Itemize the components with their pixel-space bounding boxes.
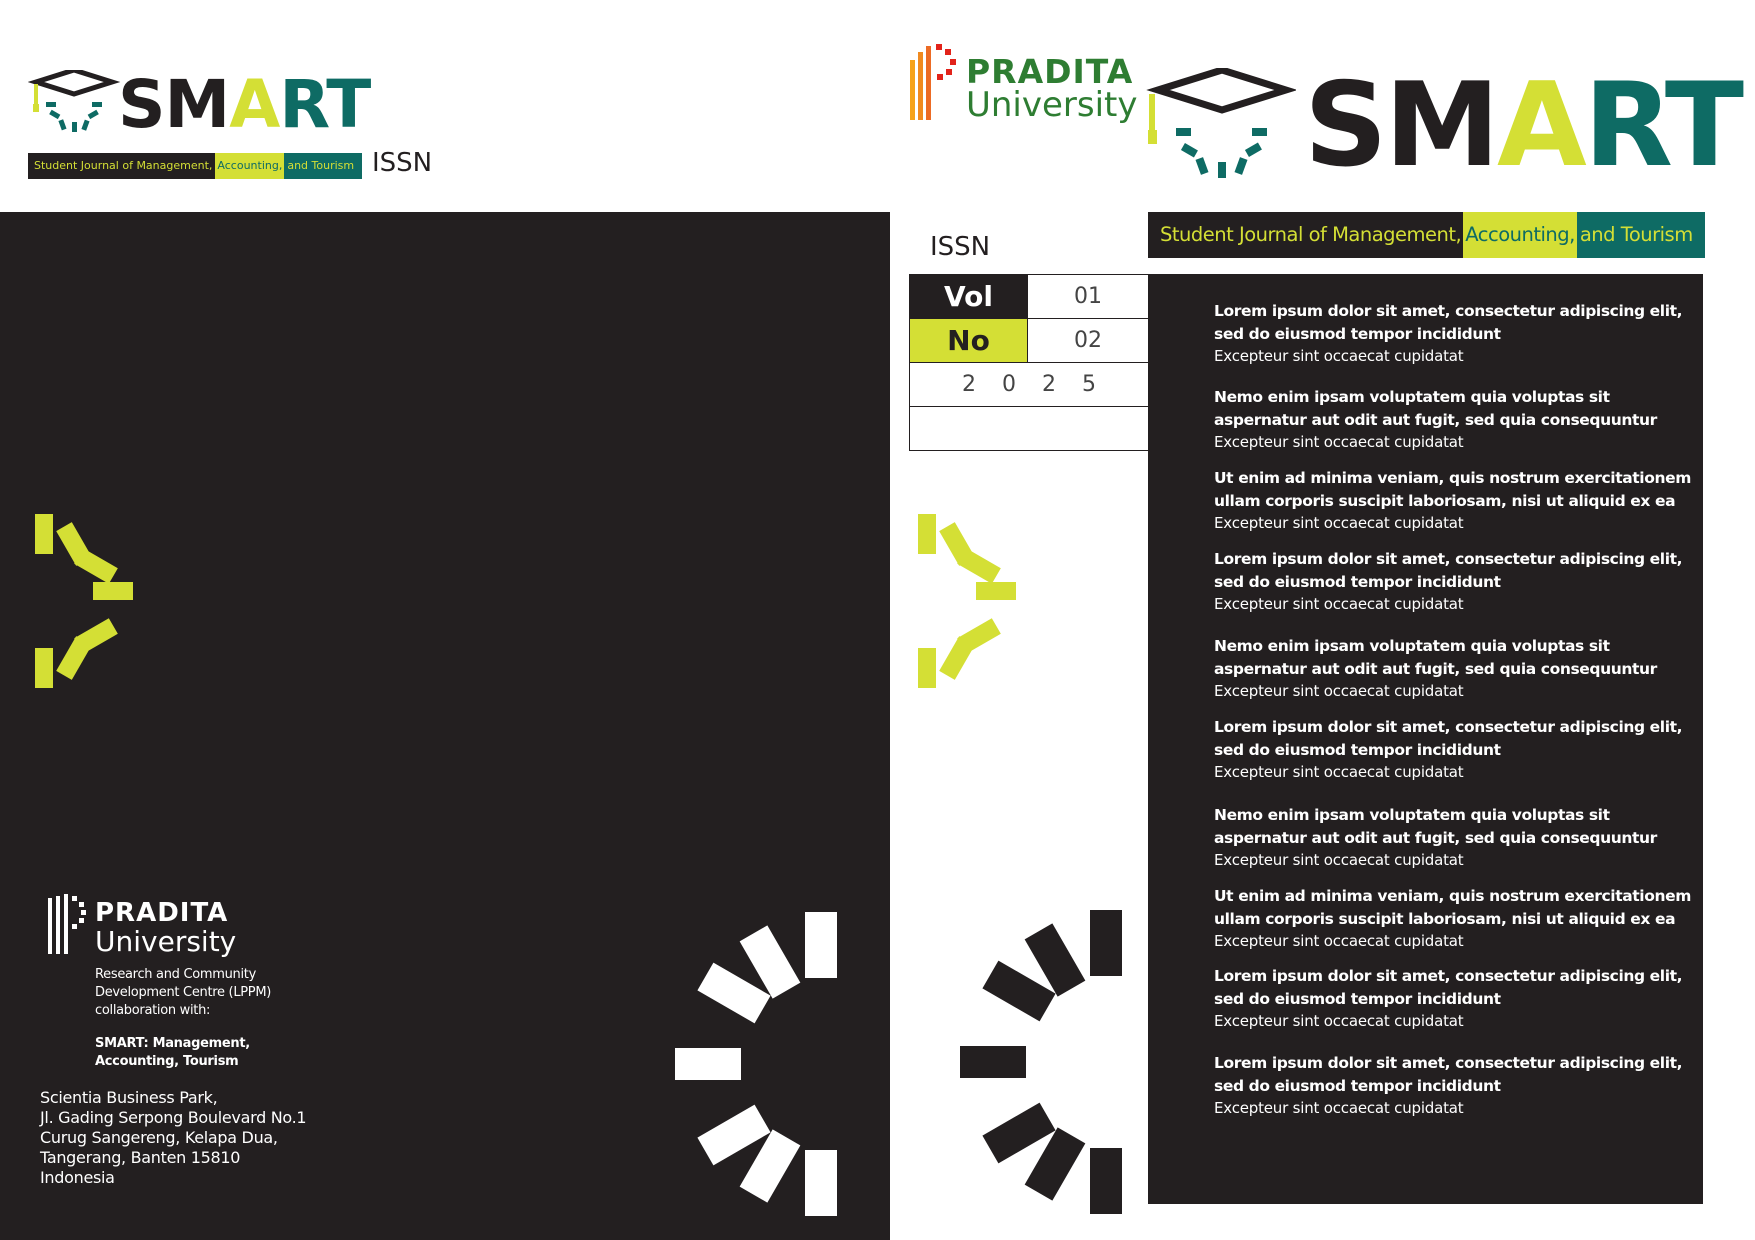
no-value: 02 xyxy=(1028,319,1149,363)
toc-entry[interactable] xyxy=(1214,965,1694,1031)
sunburst-icon xyxy=(913,512,1023,702)
vol-value: 01 xyxy=(1028,275,1149,319)
issn-label-back: ISSN xyxy=(372,148,433,178)
smart-wordmark: SMART xyxy=(118,66,371,143)
toc-entry[interactable] xyxy=(1214,716,1694,782)
lppm-text: Research and Community Development Centre (LPPM) collaboration with: xyxy=(95,967,272,1018)
toc-entry[interactable] xyxy=(1214,804,1694,870)
toc-entry-title: Ut enim ad minima veniam, quis nostrum exercitationem ullam corporis suscipit laboriosam, nisi ut aliquid ex ea xyxy=(1214,887,1691,928)
sunburst-icon xyxy=(30,512,140,702)
toc-entry-title: Ut enim ad minima veniam, quis nostrum exercitationem ullam corporis suscipit laboriosam, nisi ut aliquid ex ea xyxy=(1214,469,1691,510)
toc-entry-author: Excepteur sint occaecat cupidatat xyxy=(1214,682,1464,700)
toc-entry-author: Excepteur sint occaecat cupidatat xyxy=(1214,851,1464,869)
toc-entry-author: Excepteur sint occaecat cupidatat xyxy=(1214,932,1464,950)
toc-entry-title: Lorem ipsum dolor sit amet, consectetur adipiscing elit, sed do eiusmod tempor incididunt xyxy=(1214,1054,1683,1095)
toc-entry[interactable] xyxy=(1214,386,1694,452)
toc-entry[interactable] xyxy=(1214,885,1694,951)
pradita-wordmark-back: PRADITA University xyxy=(95,898,237,958)
address: Scientia Business Park, Jl. Gading Serpong Boulevard No.1 Curug Sangereng, Kelapa Dua, Tangerang, Banten 15810 Indonesia xyxy=(40,1088,307,1187)
tagline-large: Student Journal of Management, Accounting, and Tourism xyxy=(1148,212,1705,258)
table-of-contents xyxy=(1148,274,1703,1204)
toc-entry-title: Lorem ipsum dolor sit amet, consectetur adipiscing elit, sed do eiusmod tempor incididunt xyxy=(1214,302,1683,343)
blank-cell xyxy=(910,407,1149,451)
toc-entry-title: Nemo enim ipsam voluptatem quia voluptas sit aspernatur aut odit aut fugit, sed quia consequuntur xyxy=(1214,637,1657,678)
no-label: No xyxy=(910,319,1028,363)
pradita-wordmark-front: PRADITA University xyxy=(966,52,1138,125)
toc-entry-title: Lorem ipsum dolor sit amet, consectetur adipiscing elit, sed do eiusmod tempor incididunt xyxy=(1214,718,1683,759)
issn-label-front: ISSN xyxy=(930,232,991,262)
back-cover-logo xyxy=(28,66,371,150)
toc-entry-author: Excepteur sint occaecat cupidatat xyxy=(1214,1012,1464,1030)
sunburst-icon xyxy=(960,910,1160,1220)
toc-entry-title: Lorem ipsum dolor sit amet, consectetur adipiscing elit, sed do eiusmod tempor incididunt xyxy=(1214,550,1683,591)
toc-entry[interactable] xyxy=(1214,1052,1694,1118)
toc-entry-author: Excepteur sint occaecat cupidatat xyxy=(1214,347,1464,365)
vol-label: Vol xyxy=(910,275,1028,319)
toc-entry-title: Nemo enim ipsam voluptatem quia voluptas sit aspernatur aut odit aut fugit, sed quia consequuntur xyxy=(1214,806,1657,847)
sunburst-icon xyxy=(675,912,875,1222)
graduation-cap-icon xyxy=(28,70,123,145)
toc-entry[interactable] xyxy=(1214,635,1694,701)
year-row xyxy=(910,363,1149,407)
toc-entry-title: Lorem ipsum dolor sit amet, consectetur adipiscing elit, sed do eiusmod tempor incididunt xyxy=(1214,967,1683,1008)
smart-wordmark: SMART xyxy=(1304,58,1742,193)
toc-entry-author: Excepteur sint occaecat cupidatat xyxy=(1214,1099,1464,1117)
journal-name: SMART: Management, Accounting, Tourism xyxy=(95,1036,250,1069)
toc-entry[interactable] xyxy=(1214,548,1694,614)
year-value: 2025 xyxy=(910,363,1149,407)
toc-entry[interactable] xyxy=(1214,467,1694,533)
pradita-logo-icon xyxy=(46,892,88,956)
graduation-cap-icon xyxy=(1146,68,1296,188)
toc-entry-title: Nemo enim ipsam voluptatem quia voluptas sit aspernatur aut odit aut fugit, sed quia consequuntur xyxy=(1214,388,1657,429)
toc-entry-author: Excepteur sint occaecat cupidatat xyxy=(1214,433,1464,451)
front-cover-logo xyxy=(1146,58,1742,193)
toc-entry-author: Excepteur sint occaecat cupidatat xyxy=(1214,514,1464,532)
back-cover-panel xyxy=(0,212,890,1240)
toc-entry-author: Excepteur sint occaecat cupidatat xyxy=(1214,763,1464,781)
pradita-logo-icon xyxy=(908,40,960,122)
issue-table xyxy=(909,274,1149,451)
toc-entry[interactable] xyxy=(1214,300,1694,366)
vol-row xyxy=(910,275,1149,319)
no-row xyxy=(910,319,1149,363)
toc-entry-author: Excepteur sint occaecat cupidatat xyxy=(1214,595,1464,613)
tagline-small: Student Journal of Management, Accounting, and Tourism xyxy=(28,153,362,179)
blank-row xyxy=(910,407,1149,451)
